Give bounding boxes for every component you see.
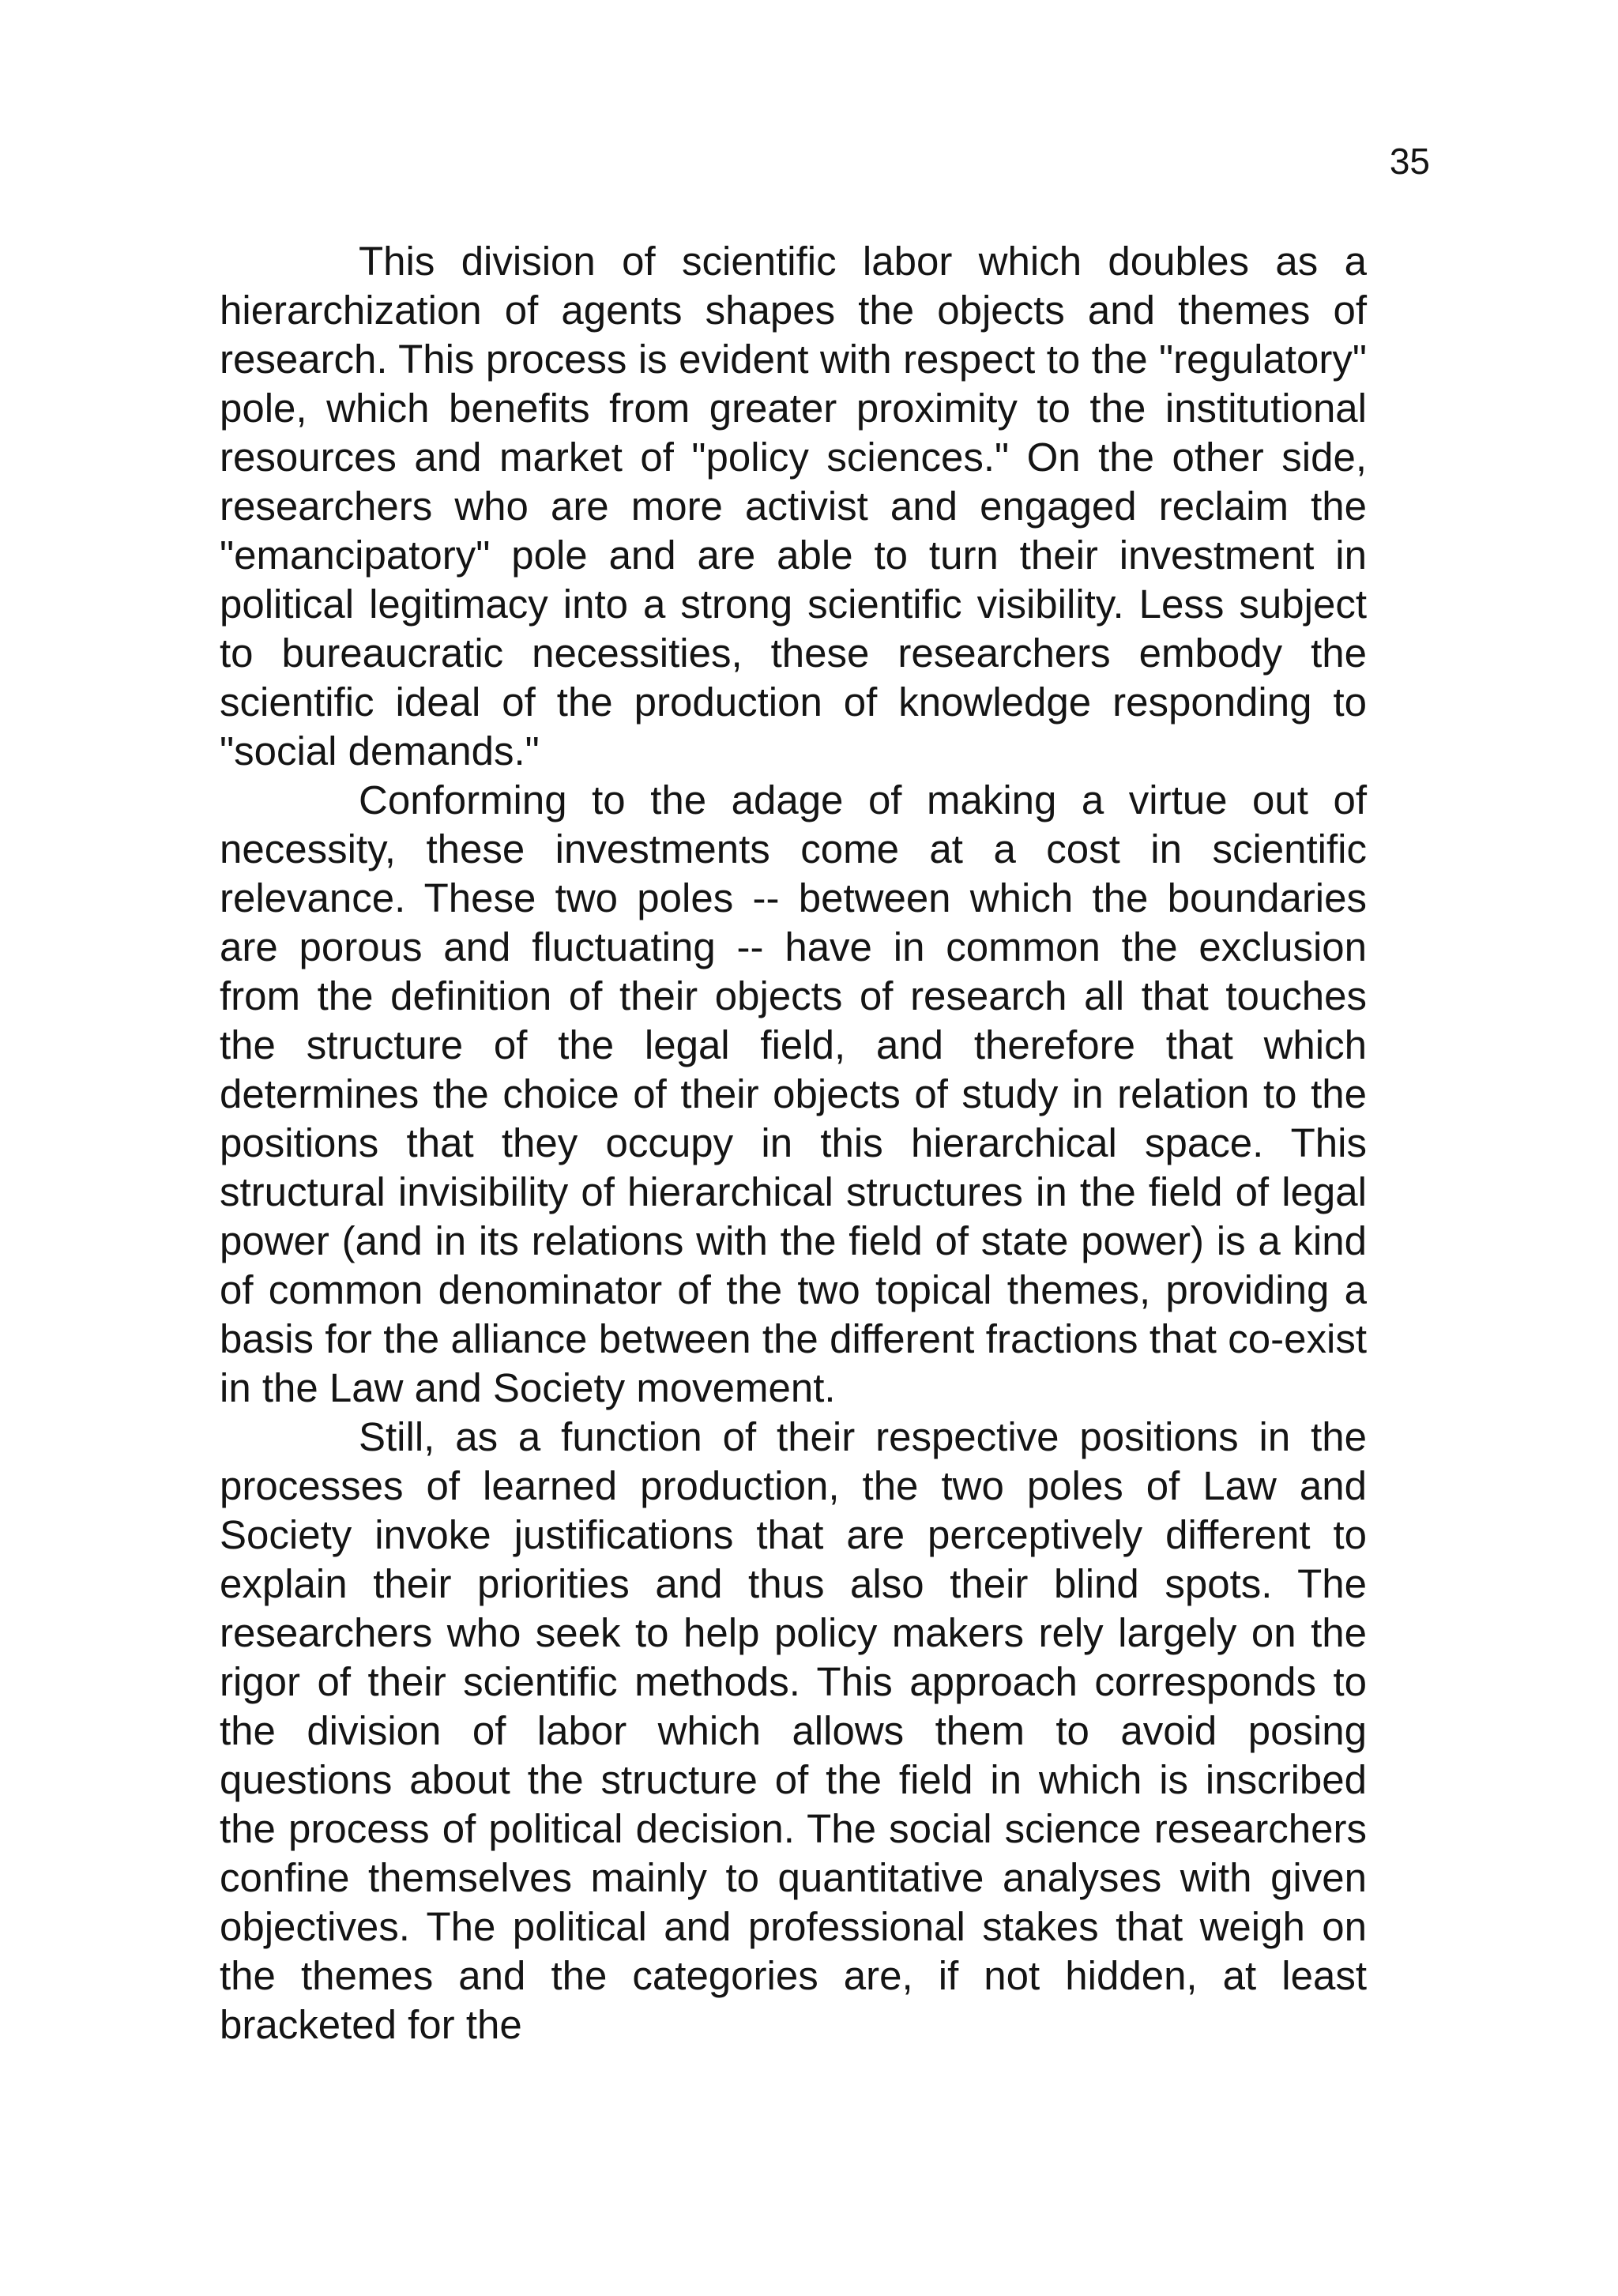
paragraph: Still, as a function of their respective positions in the processes of learned production, the two poles of Law and Society invoke justifications that are perceptively different to explain their priorities and thus also their blind spots. The researchers who seek to help policy makers rely largely on the rigor of their scientific methods. This approach corresponds to the division of labor which allows them to avoid posing questions about the structure of the field in which is inscribed the process of political decision. The social science researchers confine themselves mainly to quantitative analyses with given objectives. The political and professional stakes that weigh on the themes and the categories are, if not hidden, at least bracketed for the: [220, 1414, 1367, 2047]
paragraph: This division of scientific labor which doubles as a hierarchization of agents shapes the objects and themes of research. This process is evident with respect to the "regulatory" pole, which benefits from greater proximity to the institutional resources and market of "policy sciences." On the other side, researchers who are more activist and engaged reclaim the "emancipatory" pole and are able to turn their investment in political legitimacy into a strong scientific visibility. Less subject to bureaucratic necessities, these researchers embody the scientific ideal of the production of knowledge responding to "social demands.": [220, 239, 1367, 773]
page-number: 35: [1389, 141, 1430, 182]
paragraph: Conforming to the adage of making a virtue out of necessity, these investments come at a cost in scientific relevance. These two poles -- between which the boundaries are porous and fluctuating -- have in common the exclusion from the definition of their objects of research all that touches the structure of the legal field, and therefore that which determines the choice of their objects of study in relation to the positions that they occupy in this hierarchical space. This structural invisibility of hierarchical structures in the field of legal power (and in its relations with the field of state power) is a kind of common denominator of the two topical themes, providing a basis for the alliance between the different fractions that co-exist in the Law and Society movement.: [220, 777, 1367, 1410]
body-text: [220, 237, 1367, 2049]
